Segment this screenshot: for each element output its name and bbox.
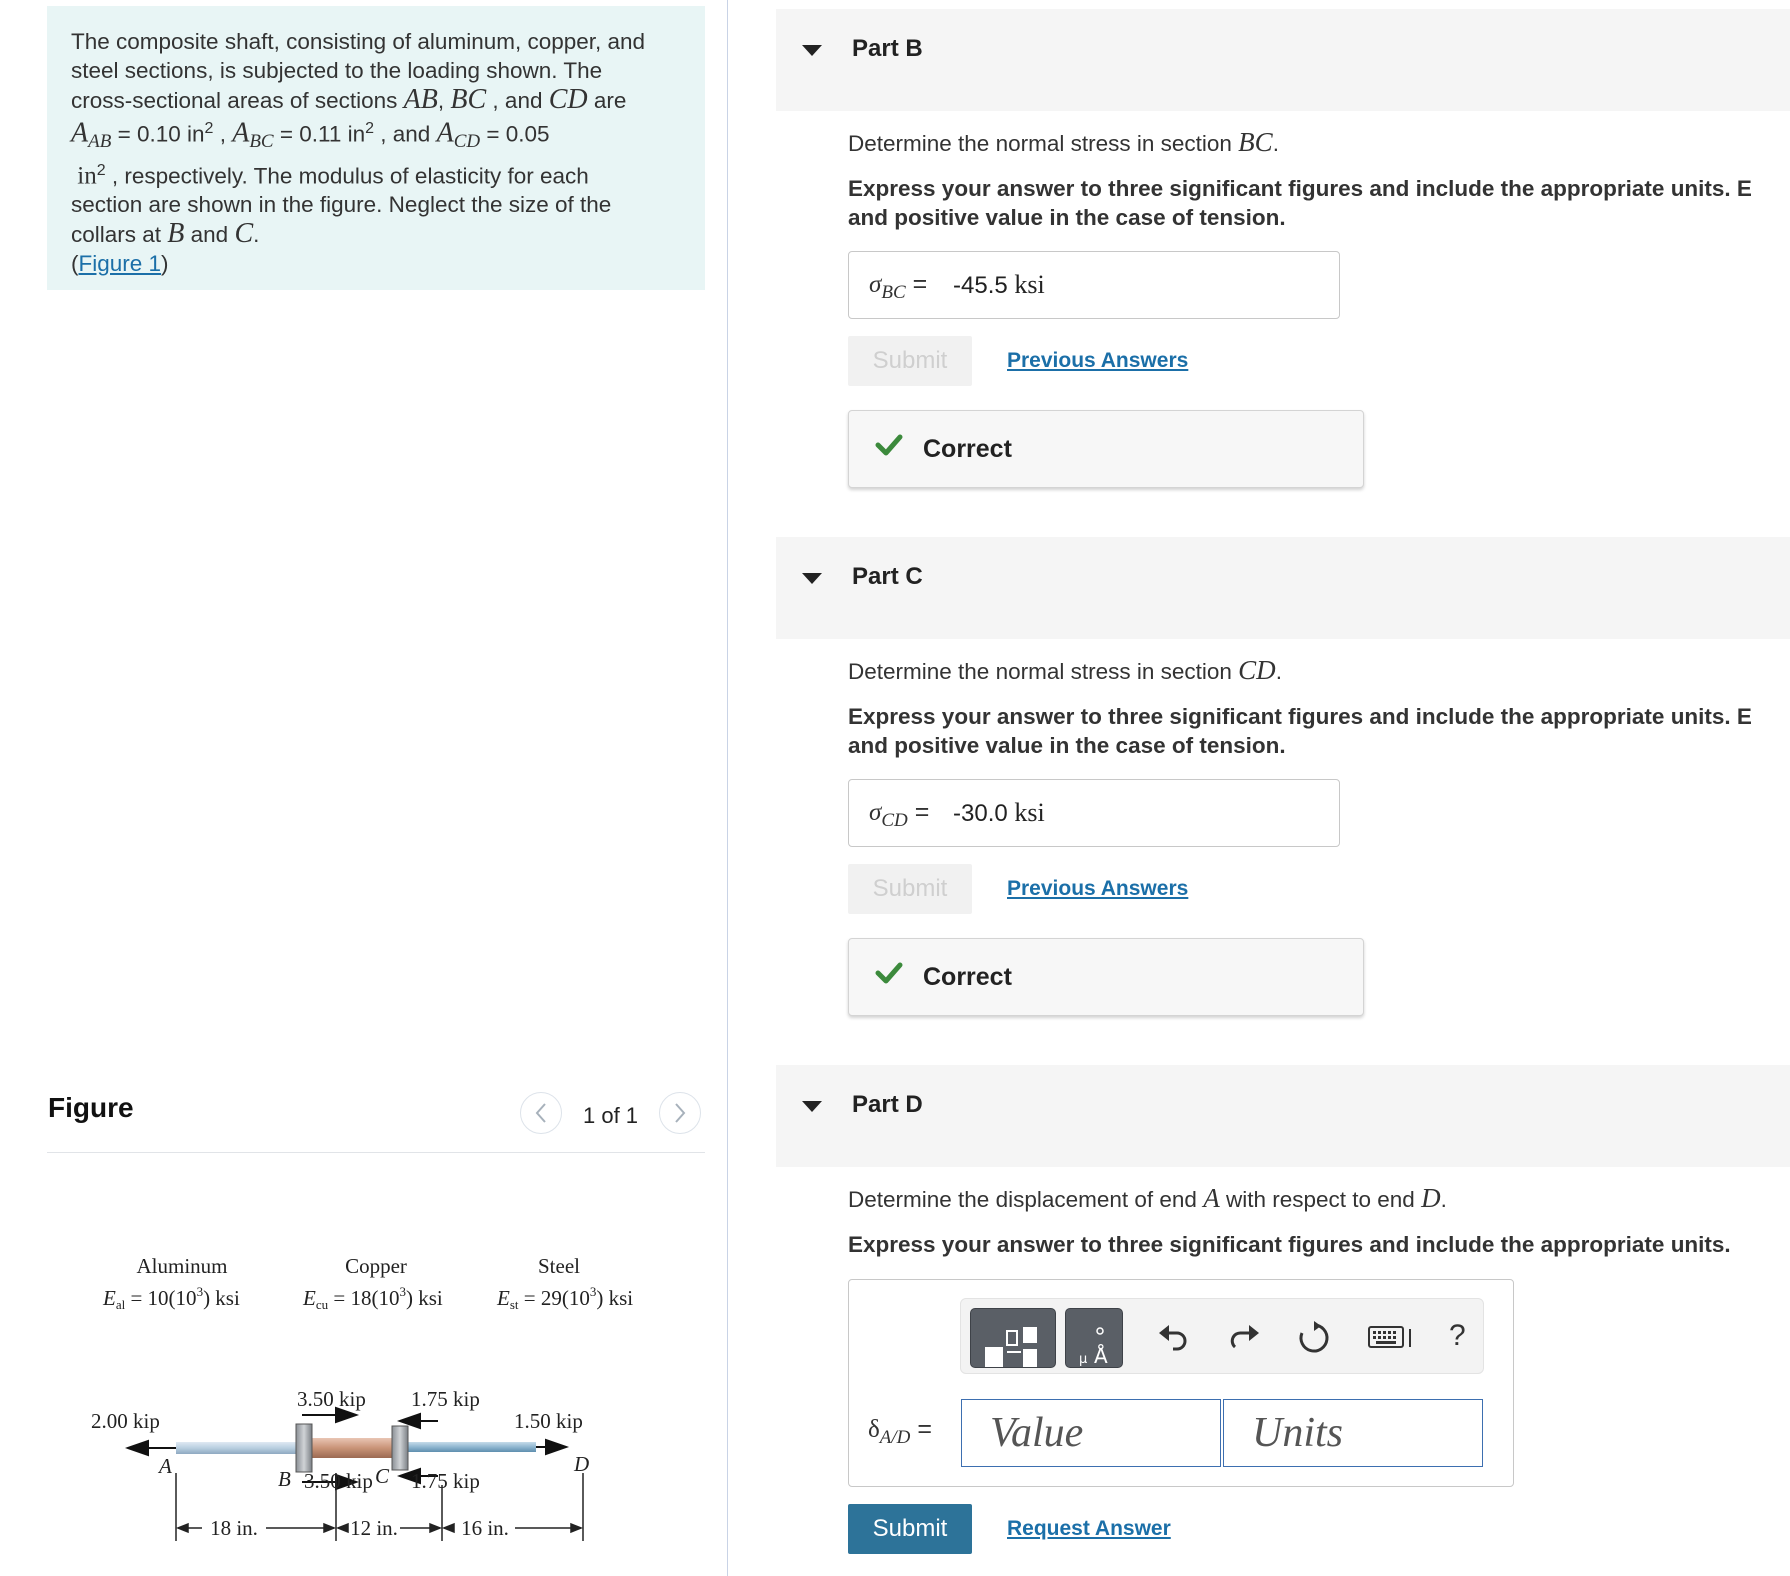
steel-shaft xyxy=(408,1442,536,1452)
punct: ) xyxy=(161,251,169,277)
figure-counter: 1 of 1 xyxy=(583,1103,639,1128)
feedback-text: Correct xyxy=(923,435,1012,463)
symbol-A: A xyxy=(232,117,250,149)
subscript: BC xyxy=(249,131,274,153)
symbol-BC: BC xyxy=(1238,127,1273,157)
part-b-previous-answers-link[interactable]: Previous Answers xyxy=(1007,349,1189,372)
problem-text: , and xyxy=(374,121,437,147)
problem-line: , respectively. The modulus of elasticity for each xyxy=(105,163,589,189)
area-ab: = 0.10 in xyxy=(111,121,205,147)
area-cd: = 0.05 xyxy=(480,121,550,147)
figure-link[interactable]: Figure 1 xyxy=(78,251,162,277)
load-label: 1.75 kip xyxy=(411,1387,480,1411)
symbol-C: C xyxy=(234,218,254,250)
load-label: 1.75 kip xyxy=(411,1469,480,1493)
problem-text: and xyxy=(184,222,235,248)
problem-line: section are shown in the figure. Neglect the size of the xyxy=(71,192,612,218)
modulus-aluminum: Eal = $10(10^3)$ ksi xyxy=(103,1284,240,1312)
symbol-D: D xyxy=(1421,1183,1441,1213)
part-b-question xyxy=(848,127,1279,158)
area-bc: = 0.11 in xyxy=(273,121,366,147)
part-title: Part C xyxy=(852,563,923,590)
checkmark-icon xyxy=(875,433,903,457)
material-name: Steel xyxy=(538,1254,580,1278)
dimension-label: 12 in. xyxy=(350,1516,398,1540)
part-b-instructions xyxy=(848,174,1790,232)
question-text: Determine the normal stress in section xyxy=(848,131,1239,156)
symbol-CD: CD xyxy=(548,83,588,115)
math-toolbar xyxy=(960,1298,1484,1374)
instruction-line: and positive value in the case of tension. xyxy=(848,205,1286,230)
aluminum-shaft xyxy=(176,1442,296,1454)
figure-divider xyxy=(47,1152,705,1153)
caret-down-icon xyxy=(802,1101,822,1112)
keyboard-icon[interactable] xyxy=(1367,1321,1419,1353)
part-d-instructions xyxy=(848,1230,1790,1259)
problem-statement xyxy=(47,6,705,290)
svg-text:μ: μ xyxy=(1079,1352,1088,1367)
part-c-header[interactable] xyxy=(776,537,1790,639)
problem-text: , and xyxy=(486,87,549,113)
punct: . xyxy=(1272,131,1279,156)
punct: . xyxy=(253,222,260,248)
part-b-feedback xyxy=(848,410,1364,488)
dimension-label: 16 in. xyxy=(461,1516,509,1540)
load-label: 3.50 kip xyxy=(297,1387,366,1411)
problem-line: The composite shaft, consisting of aluminum, copper, and xyxy=(71,29,646,54)
punct: . xyxy=(1440,1187,1447,1212)
shaft-figure xyxy=(90,1245,670,1550)
part-b-submit-button[interactable]: Submit xyxy=(848,336,972,386)
material-name: Aluminum xyxy=(136,1254,228,1278)
modulus-steel: Est = $29(10^3)$ ksi xyxy=(497,1284,634,1312)
templates-icon xyxy=(971,1309,1055,1367)
redo-icon[interactable] xyxy=(1229,1321,1261,1353)
caret-down-icon xyxy=(802,45,822,56)
material-name: Copper xyxy=(345,1254,407,1278)
dimension-label: 18 in. xyxy=(210,1516,258,1540)
figure-prev-button[interactable] xyxy=(520,1092,562,1134)
chevron-left-icon xyxy=(534,1102,548,1124)
part-b-header[interactable] xyxy=(776,9,1790,111)
symbol-B: B xyxy=(167,218,185,250)
part-d-header[interactable] xyxy=(776,1065,1790,1167)
feedback-text: Correct xyxy=(923,963,1012,991)
load-label: 3.50 kip xyxy=(304,1469,373,1493)
problem-text: are xyxy=(587,87,627,113)
instruction-line: and positive value in the case of tension. xyxy=(848,733,1286,758)
punct: , xyxy=(213,121,233,147)
templates-button[interactable] xyxy=(970,1308,1056,1368)
part-c-question xyxy=(848,655,1282,686)
instruction-line: Express your answer to three significant figures and include the appropriate units. E xyxy=(848,176,1752,201)
unit-in: in xyxy=(77,162,97,190)
problem-line: steel sections, is subjected to the loading shown. The xyxy=(71,57,603,83)
value-input[interactable] xyxy=(961,1399,1221,1467)
part-b-answer-field[interactable] xyxy=(848,251,1340,319)
collar-b xyxy=(296,1424,312,1472)
copper-shaft xyxy=(312,1438,394,1458)
answer-value: -45.5 ksi xyxy=(953,270,1045,299)
punct: ( xyxy=(71,251,79,277)
answer-label: $\sigma_{CD}$ = xyxy=(869,798,930,831)
superscript: 2 xyxy=(96,162,106,180)
punct: . xyxy=(1275,659,1282,684)
undo-icon[interactable] xyxy=(1157,1321,1189,1353)
question-text: Determine the normal stress in section xyxy=(848,659,1239,684)
help-button[interactable]: ? xyxy=(1449,1319,1466,1352)
load-label: 2.00 kip xyxy=(91,1409,160,1433)
checkmark-icon xyxy=(875,961,903,985)
figure-title: Figure xyxy=(48,1092,134,1123)
answer-label: $\sigma_{BC}$ = xyxy=(869,270,928,303)
part-title: Part B xyxy=(852,35,923,62)
point-label: B xyxy=(278,1467,291,1491)
point-label: C xyxy=(375,1464,390,1488)
reset-icon[interactable] xyxy=(1297,1321,1331,1355)
superscript: 2 xyxy=(204,120,214,138)
instruction-line: Express your answer to three significant figures and include the appropriate units. E xyxy=(848,704,1752,729)
superscript: 2 xyxy=(365,120,375,138)
request-answer-link[interactable]: Request Answer xyxy=(1007,1517,1171,1540)
symbol-BC: BC xyxy=(450,83,487,115)
symbol-A: A xyxy=(71,117,89,149)
collar-c xyxy=(392,1426,408,1470)
modulus-copper: Ecu = $18(10^3)$ ksi xyxy=(303,1284,443,1312)
column-divider xyxy=(727,0,728,1576)
figure-next-button[interactable] xyxy=(659,1092,701,1134)
symbols-button[interactable] xyxy=(1065,1308,1123,1368)
symbols-icon xyxy=(1066,1309,1122,1367)
symbol-CD: CD xyxy=(1238,655,1276,685)
problem-line: cross-sectional areas of sections xyxy=(71,87,404,113)
part-c-instructions xyxy=(848,702,1790,760)
part-title: Part D xyxy=(852,1091,923,1118)
symbol-A: A xyxy=(1203,1183,1220,1213)
part-d-submit-button[interactable]: Submit xyxy=(848,1504,972,1554)
symbol-A: A xyxy=(436,117,454,149)
punct: , xyxy=(437,87,451,113)
part-d-question xyxy=(848,1183,1447,1214)
units-input[interactable] xyxy=(1223,1399,1483,1467)
subscript: AB xyxy=(88,131,112,153)
point-label: D xyxy=(574,1452,590,1476)
question-text: with respect to end xyxy=(1219,1187,1422,1212)
instruction-line: Express your answer to three significant figures and include the appropriate units. xyxy=(848,1232,1731,1257)
point-label: A xyxy=(159,1454,172,1478)
caret-down-icon xyxy=(802,573,822,584)
svg-text:Å: Å xyxy=(1094,1344,1108,1367)
symbol-AB: AB xyxy=(403,83,438,115)
answer-label: $\delta_{A/D}$ = xyxy=(868,1415,932,1448)
part-c-previous-answers-link[interactable]: Previous Answers xyxy=(1007,877,1189,900)
part-c-answer-field[interactable] xyxy=(848,779,1340,847)
question-text: Determine the displacement of end xyxy=(848,1187,1204,1212)
part-c-submit-button[interactable]: Submit xyxy=(848,864,972,914)
subscript: CD xyxy=(453,131,481,153)
answer-value: -30.0 ksi xyxy=(953,798,1045,827)
chevron-right-icon xyxy=(673,1102,687,1124)
part-c-feedback xyxy=(848,938,1364,1016)
load-label: 1.50 kip xyxy=(514,1409,583,1433)
problem-line: collars at xyxy=(71,222,168,248)
